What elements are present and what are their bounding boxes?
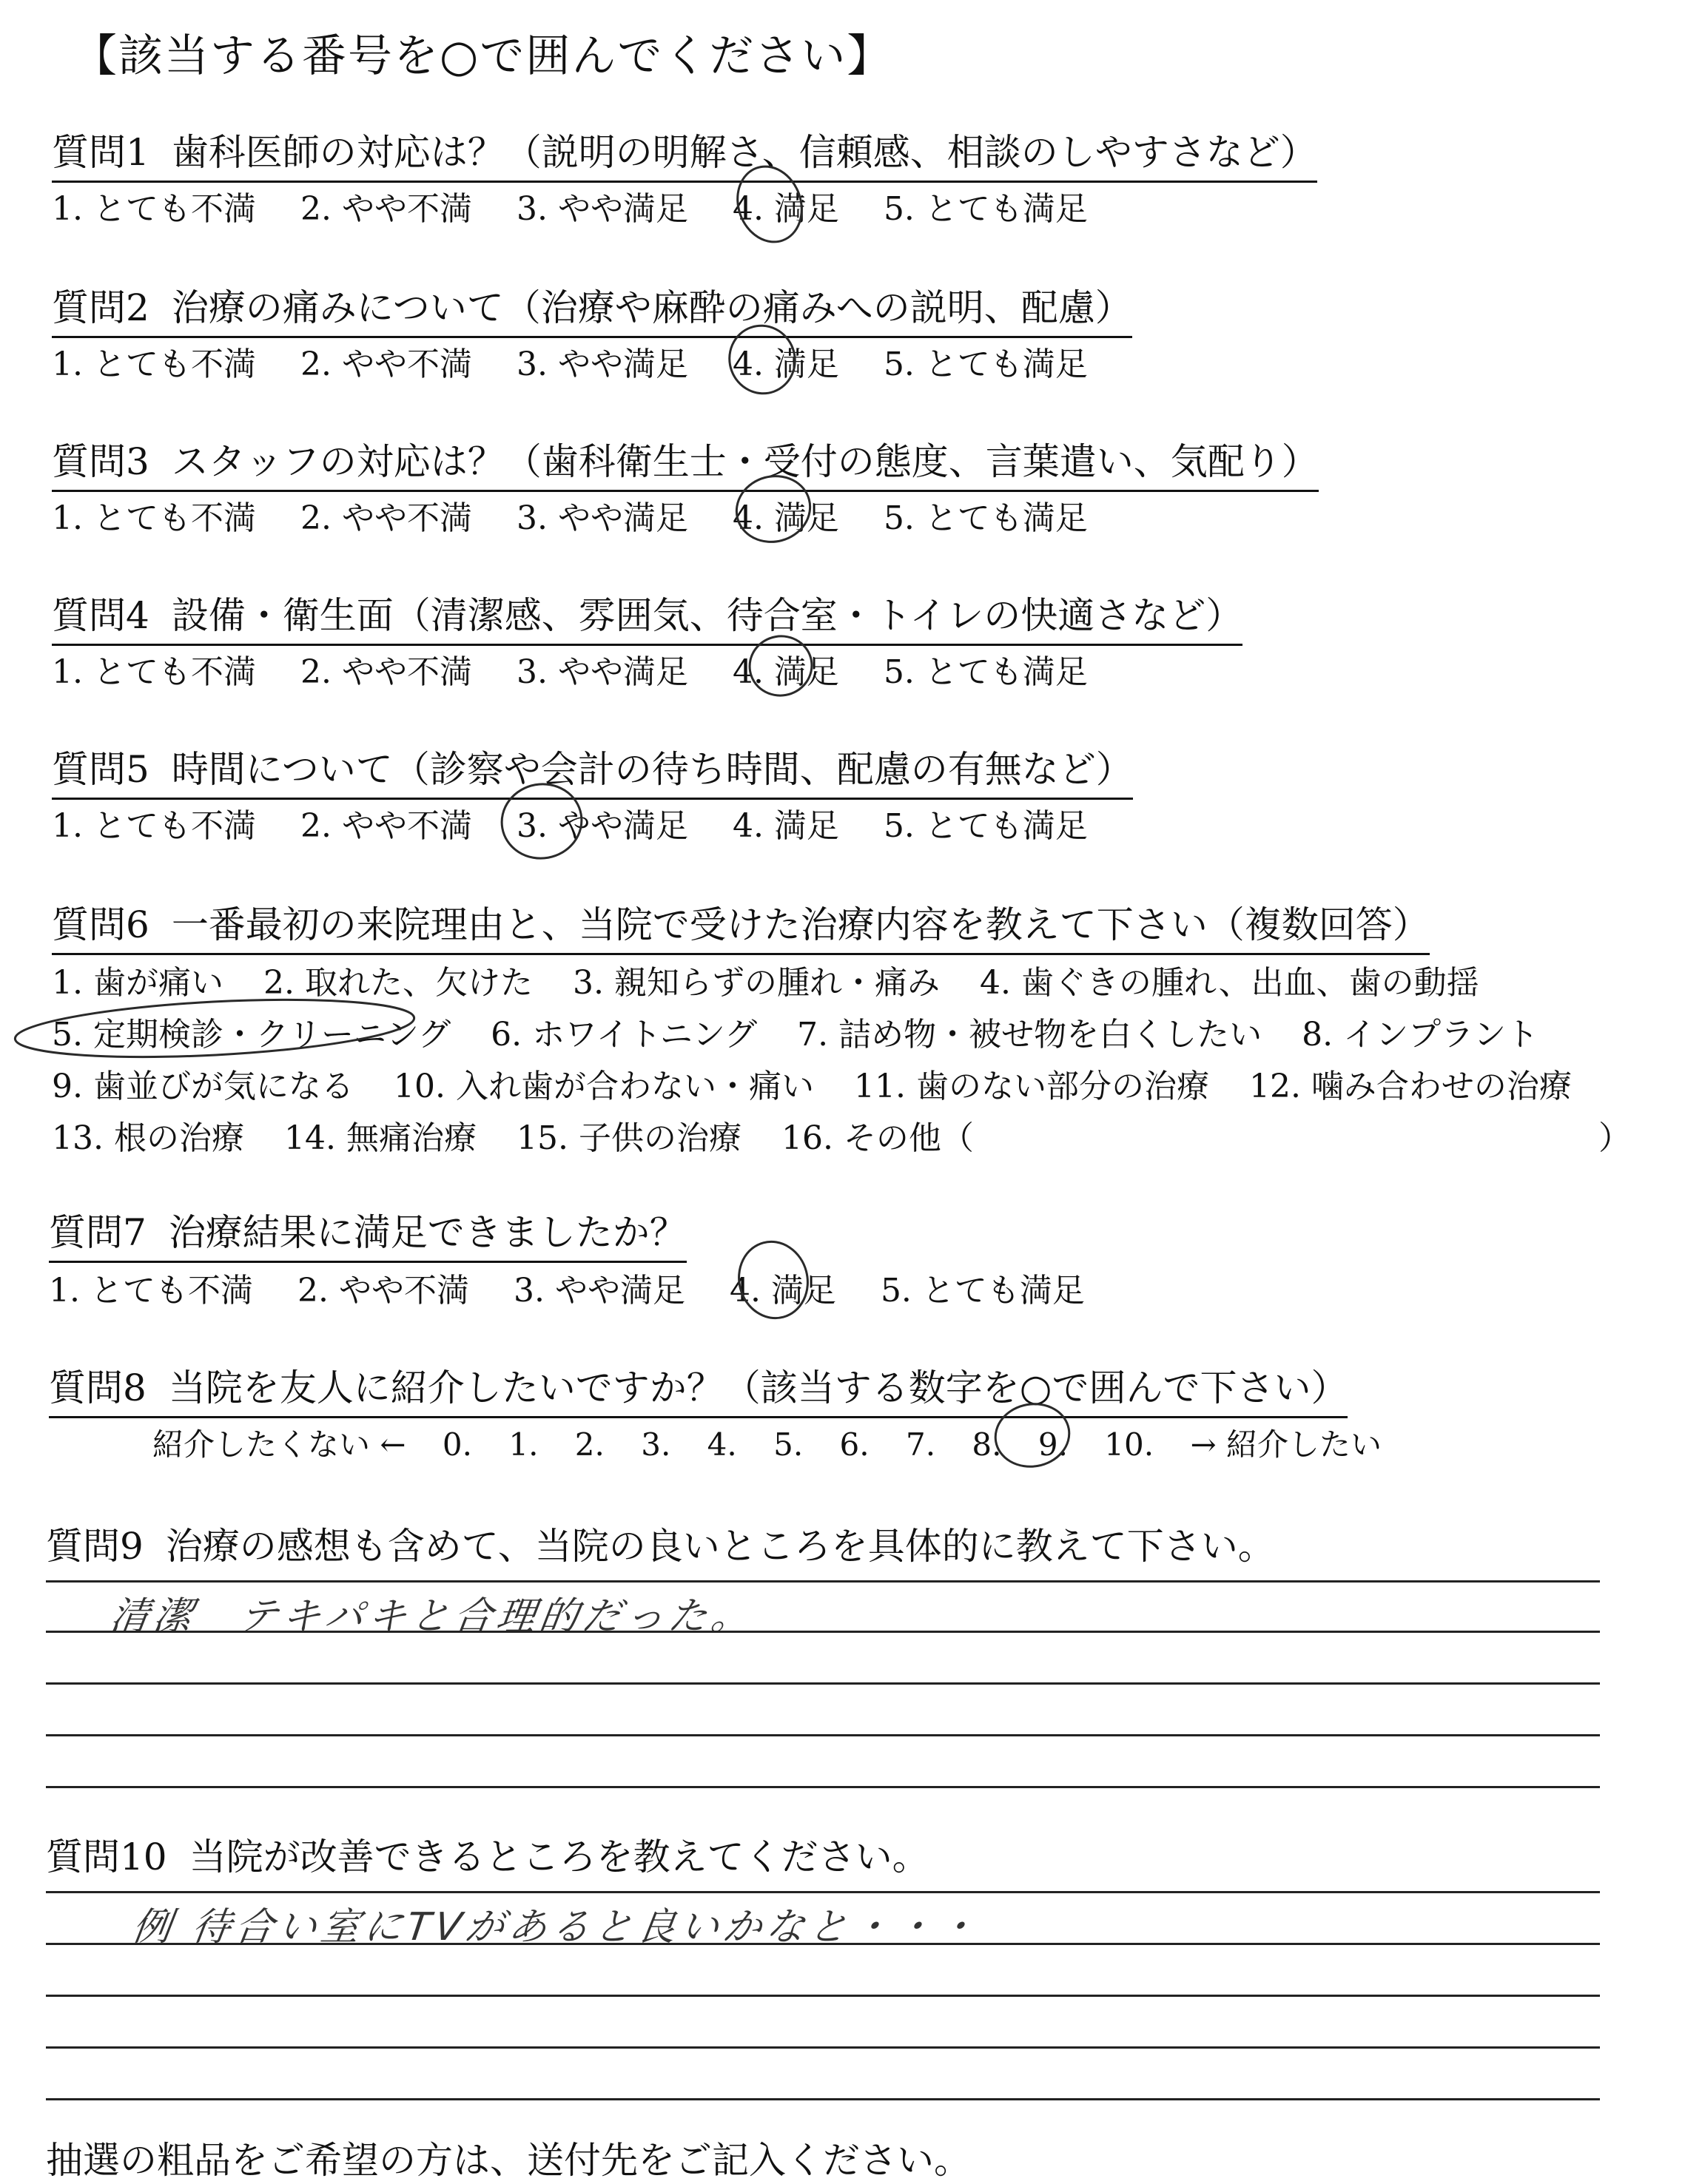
scale-0[interactable]: 0. — [442, 1426, 472, 1463]
option-2[interactable]: 2. やや不満 — [300, 346, 472, 383]
question-10-handwritten-answer[interactable]: 例 待合い室にTVがあると良いかなと・・・ — [130, 1905, 984, 1949]
question-10-title: 質問10 当院が改善できるところを教えてください。 — [46, 1836, 929, 1878]
question-6-line-1 — [52, 956, 1509, 1003]
reason-13[interactable]: 13. 根の治療 — [52, 1119, 244, 1157]
option-1[interactable]: 1. とても不満 — [52, 653, 256, 691]
question-4-options — [52, 645, 1122, 692]
answer-line — [46, 1943, 1600, 1945]
option-3[interactable]: 3. やや満足 — [516, 653, 688, 691]
option-5[interactable]: 5. とても満足 — [883, 499, 1088, 537]
reason-10[interactable]: 10. 入れ歯が合わない・痛い — [393, 1068, 814, 1105]
scale-3[interactable]: 3. — [641, 1426, 671, 1463]
question-6-line-2 — [52, 1008, 1568, 1055]
question-1-options — [52, 182, 1122, 229]
option-4[interactable]: 4. 満足 — [732, 499, 839, 537]
question-6-title: 質問6 一番最初の来院理由と、当院で受けた治療内容を教えて下さい（複数回答） — [52, 895, 1430, 955]
answer-line — [46, 1891, 1600, 1893]
reason-16[interactable]: 16. その他（ — [781, 1119, 974, 1157]
option-2[interactable]: 2. やや不満 — [300, 190, 472, 228]
reason-8[interactable]: 8. インプラント — [1302, 1016, 1539, 1054]
question-5-title: 質問5 時間について（診察や会計の待ち時間、配慮の有無など） — [52, 740, 1133, 800]
scale-right-label: → 紹介したい — [1190, 1426, 1382, 1463]
option-4[interactable]: 4. 満足 — [732, 807, 839, 845]
option-1[interactable]: 1. とても不満 — [52, 190, 256, 228]
other-close-paren: ） — [1598, 1119, 1631, 1157]
scale-1[interactable]: 1. — [508, 1426, 539, 1463]
scale-left-label: 紹介したくない ← — [152, 1426, 406, 1463]
reason-6[interactable]: 6. ホワイトニング — [491, 1016, 758, 1054]
question-1-title: 質問1 歯科医師の対応は？（説明の明解さ、信頼感、相談のしやすさなど） — [52, 123, 1317, 183]
option-4[interactable]: 4. 満足 — [732, 653, 839, 691]
reason-1[interactable]: 1. 歯が痛い — [52, 964, 223, 1002]
option-3[interactable]: 3. やや満足 — [516, 190, 688, 228]
option-5[interactable]: 5. とても満足 — [880, 1272, 1085, 1310]
option-1[interactable]: 1. とても不満 — [52, 499, 256, 537]
reason-15[interactable]: 15. 子供の治療 — [516, 1119, 741, 1157]
scale-5[interactable]: 5. — [773, 1426, 804, 1463]
option-5[interactable]: 5. とても満足 — [883, 807, 1088, 845]
option-3[interactable]: 3. やや満足 — [516, 346, 688, 383]
option-3[interactable]: 3. やや満足 — [516, 499, 688, 537]
reason-7[interactable]: 7. 詰め物・被せ物を白くしたい — [797, 1016, 1262, 1054]
question-7-options — [49, 1264, 1119, 1311]
question-7-title: 質問7 治療結果に満足できましたか？ — [49, 1203, 687, 1263]
option-2[interactable]: 2. やや不満 — [300, 499, 472, 537]
answer-line — [46, 1631, 1600, 1633]
answer-line — [46, 1995, 1600, 1997]
reason-11[interactable]: 11. 歯のない部分の治療 — [853, 1068, 1209, 1105]
reason-14[interactable]: 14. 無痛治療 — [283, 1119, 477, 1157]
answer-line — [46, 1580, 1600, 1583]
question-3-title: 質問3 スタッフの対応は？（歯科衛生士・受付の態度、言葉遣い、気配り） — [52, 432, 1319, 492]
option-4[interactable]: 4. 満足 — [729, 1272, 836, 1310]
reason-12[interactable]: 12. 噛み合わせの治療 — [1248, 1068, 1572, 1105]
reason-9[interactable]: 9. 歯並びが気になる — [52, 1068, 354, 1105]
scale-4[interactable]: 4. — [707, 1426, 737, 1463]
option-5[interactable]: 5. とても満足 — [883, 346, 1088, 383]
option-4[interactable]: 4. 満足 — [732, 190, 839, 228]
reason-4[interactable]: 4. 歯ぐきの腫れ、出血、歯の動揺 — [979, 964, 1479, 1002]
question-2-options — [52, 337, 1122, 385]
question-5-options — [52, 799, 1122, 846]
answer-line — [46, 2046, 1600, 2049]
scale-10[interactable]: 10. — [1104, 1426, 1154, 1463]
reason-2[interactable]: 2. 取れた、欠けた — [263, 964, 533, 1002]
scale-9[interactable]: 9. — [1038, 1426, 1068, 1463]
question-8-title: 質問8 当院を友人に紹介したいですか？（該当する数字を○で囲んで下さい） — [49, 1358, 1348, 1418]
option-3[interactable]: 3. やや満足 — [513, 1272, 685, 1310]
scale-2[interactable]: 2. — [574, 1426, 605, 1463]
option-3[interactable]: 3. やや満足 — [516, 807, 688, 845]
question-6-line-4 — [52, 1111, 1003, 1159]
answer-line — [46, 1682, 1600, 1685]
question-6-line-3 — [52, 1059, 1601, 1107]
option-2[interactable]: 2. やや不満 — [300, 653, 472, 691]
answer-line — [46, 1786, 1600, 1788]
question-2-title: 質問2 治療の痛みについて（治療や麻酔の痛みへの説明、配慮） — [52, 278, 1132, 338]
option-5[interactable]: 5. とても満足 — [883, 653, 1088, 691]
form-title: 【該当する番号を○で囲んでください】 — [73, 30, 893, 82]
option-1[interactable]: 1. とても不満 — [52, 346, 256, 383]
question-9-title: 質問9 治療の感想も含めて、当院の良いところを具体的に教えて下さい。 — [46, 1525, 1275, 1568]
reason-3[interactable]: 3. 親知らずの腫れ・痛み — [572, 964, 940, 1002]
option-5[interactable]: 5. とても満足 — [883, 190, 1088, 228]
question-9-handwritten-answer[interactable]: 清潔 テキパキと合理的だった。 — [107, 1594, 758, 1639]
option-2[interactable]: 2. やや不満 — [297, 1272, 469, 1310]
question-3-options — [52, 491, 1122, 539]
option-1[interactable]: 1. とても不満 — [52, 807, 256, 845]
scale-6[interactable]: 6. — [839, 1426, 870, 1463]
answer-line — [46, 1734, 1600, 1736]
scale-7[interactable]: 7. — [905, 1426, 936, 1463]
recommend-scale — [152, 1420, 1408, 1465]
question-4-title: 質問4 設備・衛生面（清潔感、雰囲気、待合室・トイレの快適さなど） — [52, 586, 1242, 646]
option-2[interactable]: 2. やや不満 — [300, 807, 472, 845]
option-1[interactable]: 1. とても不満 — [49, 1272, 253, 1310]
option-4[interactable]: 4. 満足 — [732, 346, 839, 383]
scale-8[interactable]: 8. — [972, 1426, 1002, 1463]
answer-line — [46, 2098, 1600, 2100]
reason-5[interactable]: 5. 定期検診・クリーニング — [52, 1016, 451, 1054]
footer-instruction: 抽選の粗品をご希望の方は、送付先をご記入ください。 — [46, 2139, 971, 2182]
